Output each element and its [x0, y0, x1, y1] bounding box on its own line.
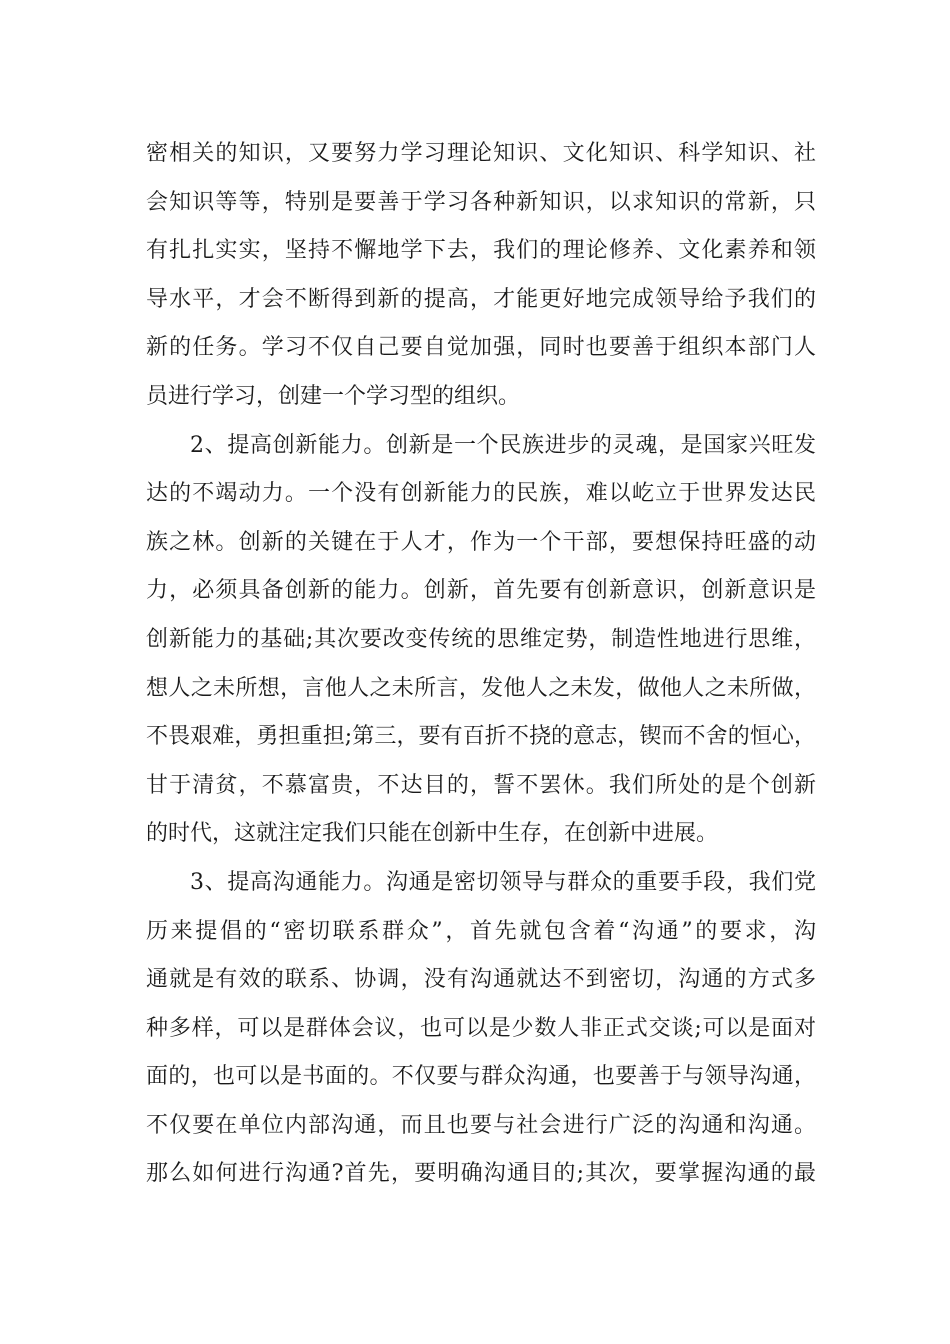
text-line: 那么如何进行沟通?首先，要明确沟通目的;其次，要掌握沟通的最 [146, 1161, 816, 1187]
text-line: 的时代，这就注定我们只能在创新中生存，在创新中进展。 [146, 821, 719, 847]
text-line: 创新能力的基础;其次要改变传统的思维定势，制造性地进行思维， [146, 626, 816, 652]
text-line: 不仅要在单位内部沟通，而且也要与社会进行广泛的沟通和沟通。 [146, 1112, 816, 1138]
text-line: 员进行学习，创建一个学习型的组织。 [146, 383, 521, 409]
text-line: 不畏艰难，勇担重担;第三，要有百折不挠的意志，锲而不舍的恒心， [146, 724, 816, 750]
text-line: 力，必须具备创新的能力。创新，首先要有创新意识，创新意识是 [146, 578, 816, 604]
text-line: 面的，也可以是书面的。不仅要与群众沟通，也要善于与领导沟通， [146, 1064, 816, 1090]
text-line: 达的不竭动力。一个没有创新能力的民族，难以屹立于世界发达民 [146, 481, 816, 507]
text-line: 族之林。创新的关键在于人才，作为一个干部，要想保持旺盛的动 [146, 529, 816, 555]
text-line: 会知识等等，特别是要善于学习各种新知识，以求知识的常新，只 [146, 189, 816, 215]
text-line: 想人之未所想，言他人之未所言，发他人之未发，做他人之未所做， [146, 675, 816, 701]
text-line: 密相关的知识，又要努力学习理论知识、文化知识、科学知识、社 [146, 141, 816, 166]
text-line: 通就是有效的联系、协调，没有沟通就达不到密切，沟通的方式多 [146, 967, 816, 993]
body-text [146, 130, 816, 1199]
text-line: 种多样，可以是群体会议，也可以是少数人非正式交谈;可以是面对 [146, 1015, 816, 1041]
paragraph-start-line: 2、提高创新能力。创新是一个民族进步的灵魂，是国家兴旺发 [190, 432, 816, 458]
text-line: 历来提倡的“密切联系群众”，首先就包含着“沟通”的要求，沟 [146, 918, 816, 944]
text-line: 新的任务。学习不仅自己要自觉加强，同时也要善于组织本部门人 [146, 335, 816, 361]
text-line: 有扎扎实实，坚持不懈地学下去，我们的理论修养、文化素养和领 [146, 238, 816, 264]
text-line: 导水平，才会不断得到新的提高，才能更好地完成领导给予我们的 [146, 286, 816, 312]
paragraph-start-line: 3、提高沟通能力。沟通是密切领导与群众的重要手段，我们党 [190, 869, 816, 895]
text-line: 甘于清贫，不慕富贵，不达目的，誓不罢休。我们所处的是个创新 [146, 772, 816, 798]
